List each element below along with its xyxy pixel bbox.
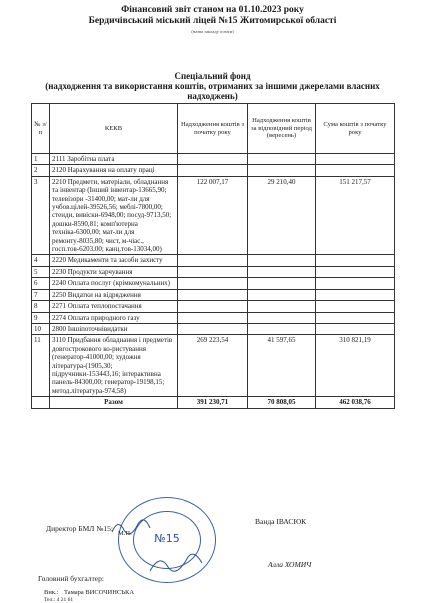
kekv-cell: 2210 Предмети, матеріали, обладнання та інвентар (Інший інвентар-13665,90; телевізори -31400,00; мат-ли для учбов.цілей-39526,56; меблі-7800,00; стенди, вивіски-6948,00; посуд-9713,50; дошки-8590,81; комп'ютерна техніка-6300,00; мат-ли для ремонту-8035,80; чист, м-чіас., госп.тов-6203,00; канц.тов-13034,00) (50, 176, 178, 255)
kekv-cell: 2274 Оплата природного газу (50, 312, 178, 323)
school-name-note: (назва закладу освіти) (191, 29, 234, 34)
row-number: 9 (32, 312, 50, 323)
kekv-cell: 2220 Медикаменти та засоби захисту (50, 255, 178, 266)
kekv-cell: 2111 Заробітна плата (50, 154, 178, 165)
prepared-name: Тамара ВИСОЧИНСЬКА (64, 589, 135, 596)
kekv-cell: 2240 Оплата послуг (крімкомунальних) (50, 278, 178, 289)
column-header: № з/п (32, 104, 50, 154)
director-label: Директор БМЛ №15: (46, 524, 113, 533)
kekv-cell: 2271 Оплата теплопостачання (50, 301, 178, 312)
column-header: Сума коштів з початку року (316, 104, 395, 154)
income-ytd-cell: 122 007,17 (178, 176, 248, 255)
row-number: 8 (32, 301, 50, 312)
row-number: 10 (32, 323, 50, 334)
prepared-label: Вик.: (44, 589, 59, 596)
kekv-cell: 2120 Нарахування на оплату праці (50, 165, 178, 176)
income-period-cell: 29 210,40 (248, 176, 316, 255)
income-period-cell: 41 597,65 (248, 335, 316, 397)
row-number: 3 (32, 176, 50, 255)
column-header: Надходження коштів з початку року (178, 104, 248, 154)
row-number: 6 (32, 278, 50, 289)
accountant-signature (150, 554, 202, 571)
column-header: КЕКВ (50, 104, 178, 154)
row-number: 4 (32, 255, 50, 266)
income-ytd-cell: 269 223,54 (178, 335, 248, 397)
row-number: 5 (32, 266, 50, 277)
kekv-cell: 2250 Видатки на відрядження (50, 289, 178, 300)
spent-ytd-cell: 151 217,57 (316, 176, 395, 255)
fund-subtitle-2: надходжень) (187, 91, 238, 101)
total-label: Разом (50, 397, 178, 408)
accountant-name: Алла ХОМИЧ (268, 560, 312, 569)
kekv-cell: 3110 Придбання обладнання і предметів довгострокового ко-ристування (генератор-41000,00; художня література-(1905,30; підручники-153443,16; інтерактивна панель-84300,00; генератор-19198,15; метод.література-974,58) (50, 335, 178, 397)
total-spent-ytd: 462 038,76 (316, 397, 395, 408)
school-name: Бердичівський міський ліцей №15 Житомирської області (88, 16, 337, 26)
column-header: Надходження коштів за відповідний період (вересень) (248, 104, 316, 154)
fund-title: Спеціальний фонд (174, 71, 251, 81)
spent-ytd-cell: 310 821,19 (316, 335, 395, 397)
row-number: 11 (32, 335, 50, 397)
kekv-cell: 2230 Продукти харчування (50, 266, 178, 277)
row-number: 2 (32, 165, 50, 176)
row-number: 7 (32, 289, 50, 300)
row-number: 1 (32, 154, 50, 165)
stamp-number: №15 (154, 532, 180, 545)
report-title: Фінансовий звіт станом на 01.10.2023 року (121, 5, 304, 15)
director-name: Ванда ІВАСЮК (255, 517, 307, 526)
kekv-cell: 2800 Іншіпоточнівидатки (50, 323, 178, 334)
accountant-label: Головний бухгалтер: (38, 574, 104, 583)
fund-subtitle-1: (надходження та використання коштів, отриманих за іншими джерелами власних (45, 81, 380, 91)
director-initials: М.П. (118, 530, 132, 537)
total-income-period: 70 808,05 (248, 397, 316, 408)
phone: Тел.: 4 21 61 (44, 597, 74, 603)
total-income-ytd: 391 230,71 (178, 397, 248, 408)
